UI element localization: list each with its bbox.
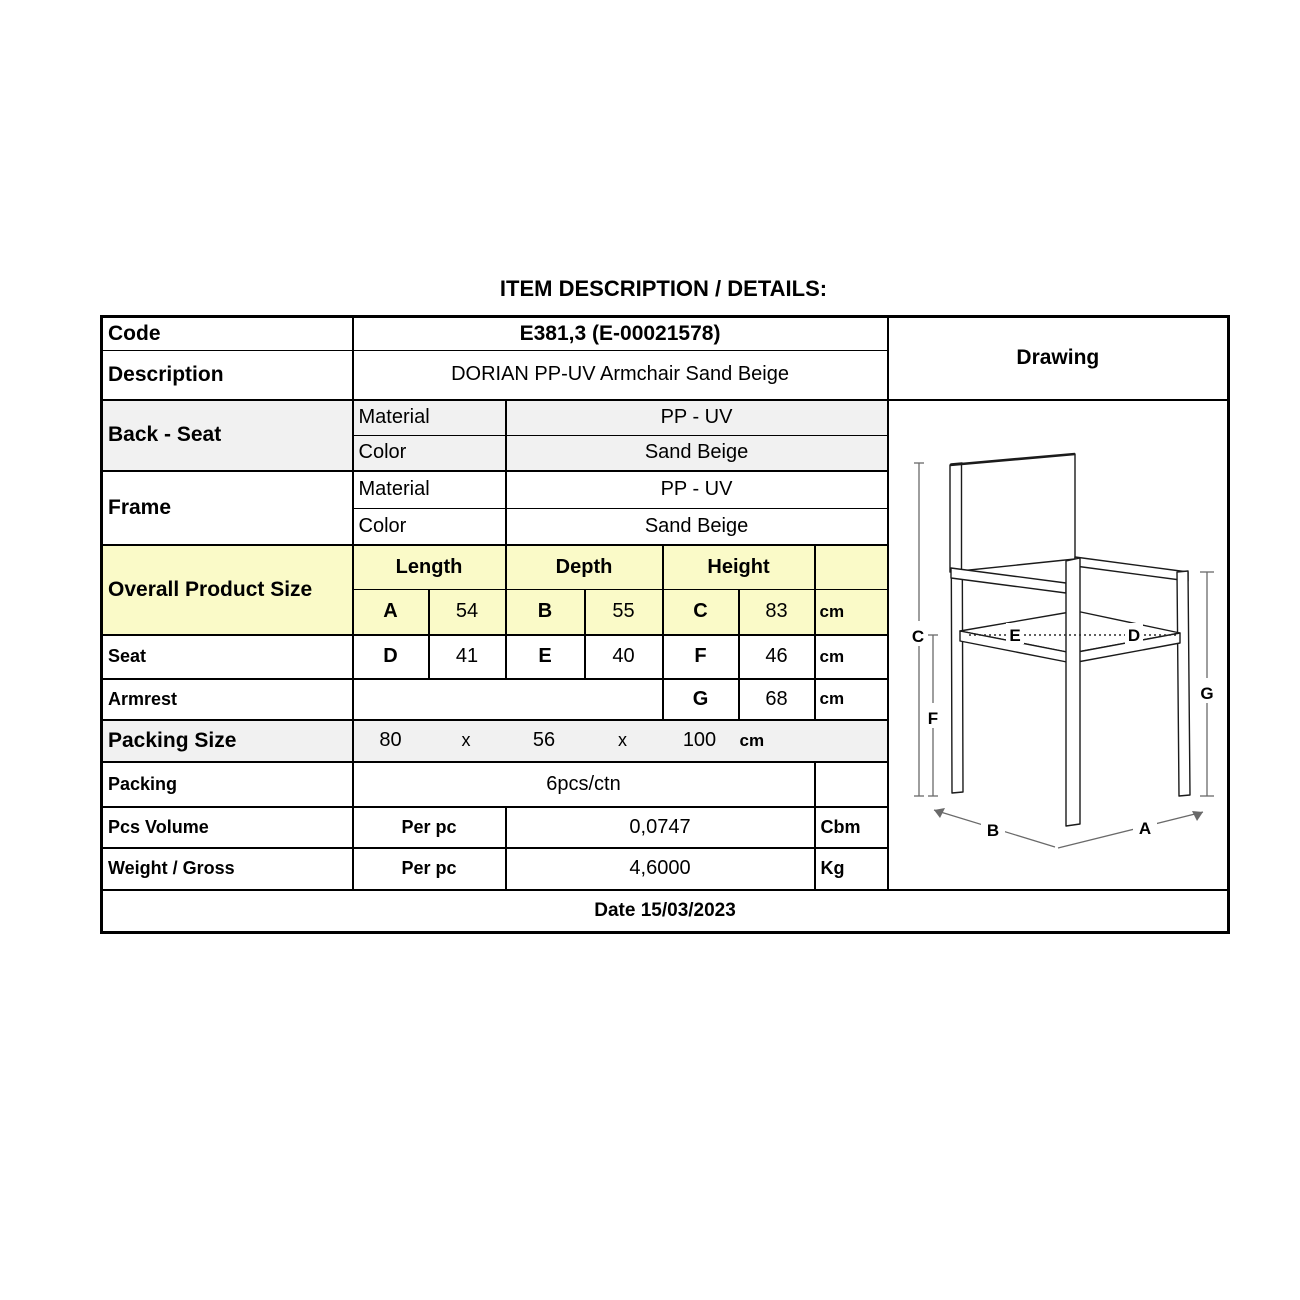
dim-e-label: E: [506, 635, 585, 679]
dim-b-value: 55: [585, 590, 663, 635]
armrest-empty-cell: [353, 679, 663, 720]
description-label: Description: [102, 351, 353, 400]
dim-g-value: 68: [739, 679, 815, 720]
date-row: Date 15/03/2023: [102, 890, 1229, 933]
overall-size-label: Overall Product Size: [102, 545, 353, 635]
seat-label: Seat: [102, 635, 353, 679]
back-seat-material-label: Material: [353, 400, 506, 436]
pcs-volume-value: 0,0747: [506, 807, 815, 848]
weight-gross-unit: Kg: [815, 848, 888, 890]
page-title: ITEM DESCRIPTION / DETAILS:: [499, 276, 828, 301]
chair-front-leg: [1066, 558, 1080, 826]
packing-size-unit: cm: [739, 730, 765, 750]
spec-table: [100, 315, 1230, 934]
dim-label-a: A: [1138, 818, 1151, 838]
frame-color-label: Color: [353, 508, 506, 545]
chair-right-front-leg: [1177, 571, 1190, 796]
back-seat-label: Back - Seat: [102, 400, 353, 471]
frame-material-label: Material: [353, 471, 506, 509]
packing-size-sep1: x: [461, 730, 471, 750]
dim-c-label: C: [663, 590, 739, 635]
packing-value: 6pcs/ctn: [353, 762, 815, 807]
length-header: Length: [353, 545, 506, 590]
dim-a-value: 54: [429, 590, 506, 635]
dim-label-f: F: [927, 708, 938, 728]
drawing-header: Drawing: [888, 317, 1229, 400]
back-seat-color-label: Color: [353, 436, 506, 471]
code-label: Code: [102, 317, 353, 351]
packing-size-values: [353, 720, 888, 762]
dim-label-e: E: [1008, 625, 1021, 645]
dim-label-g: G: [1199, 683, 1214, 703]
pcs-volume-unit: Cbm: [815, 807, 888, 848]
dim-label-b: B: [986, 820, 999, 840]
dim-g-label: G: [663, 679, 739, 720]
dim-d-label: D: [353, 635, 429, 679]
packing-size-length: 80: [379, 729, 402, 751]
chair-back-panel: [950, 454, 1075, 572]
weight-gross-per-label: Per pc: [353, 848, 506, 890]
back-seat-material-value: PP - UV: [506, 400, 888, 436]
seat-unit: cm: [815, 635, 888, 679]
frame-color-value: Sand Beige: [506, 508, 888, 545]
packing-size-label: Packing Size: [102, 720, 353, 762]
armrest-unit: cm: [815, 679, 888, 720]
dim-c-value: 83: [739, 590, 815, 635]
chair-left-armrest: [951, 568, 1066, 593]
size-header-empty-cell: [815, 545, 888, 590]
dim-f-value: 46: [739, 635, 815, 679]
dim-label-c: C: [911, 626, 924, 646]
chair-right-armrest: [1075, 557, 1188, 581]
height-header: Height: [663, 545, 815, 590]
packing-label: Packing: [102, 762, 353, 807]
dim-f-label: F: [663, 635, 739, 679]
depth-header: Depth: [506, 545, 663, 590]
armrest-label: Armrest: [102, 679, 353, 720]
dim-b-label: B: [506, 590, 585, 635]
pcs-volume-label: Pcs Volume: [102, 807, 353, 848]
frame-material-value: PP - UV: [506, 471, 888, 509]
weight-gross-value: 4,6000: [506, 848, 815, 890]
drawing-cell: [888, 400, 1229, 890]
pcs-volume-per-label: Per pc: [353, 807, 506, 848]
spec-sheet: [100, 276, 1227, 934]
back-seat-color-value: Sand Beige: [506, 436, 888, 471]
packing-size-sep2: x: [618, 730, 627, 750]
overall-size-unit: cm: [815, 590, 888, 635]
dim-d-value: 41: [429, 635, 506, 679]
frame-label: Frame: [102, 471, 353, 546]
packing-size-width: 56: [532, 729, 556, 751]
code-value: E381,3 (E-00021578): [353, 317, 888, 351]
weight-gross-label: Weight / Gross: [102, 848, 353, 890]
packing-empty-cell: [815, 762, 888, 807]
dim-label-d: D: [1127, 625, 1140, 645]
dim-e-value: 40: [585, 635, 663, 679]
packing-size-height: 100: [682, 729, 717, 751]
dim-a-label: A: [353, 590, 429, 635]
description-value: DORIAN PP-UV Armchair Sand Beige: [353, 351, 888, 400]
chair-drawing: [889, 401, 1226, 884]
